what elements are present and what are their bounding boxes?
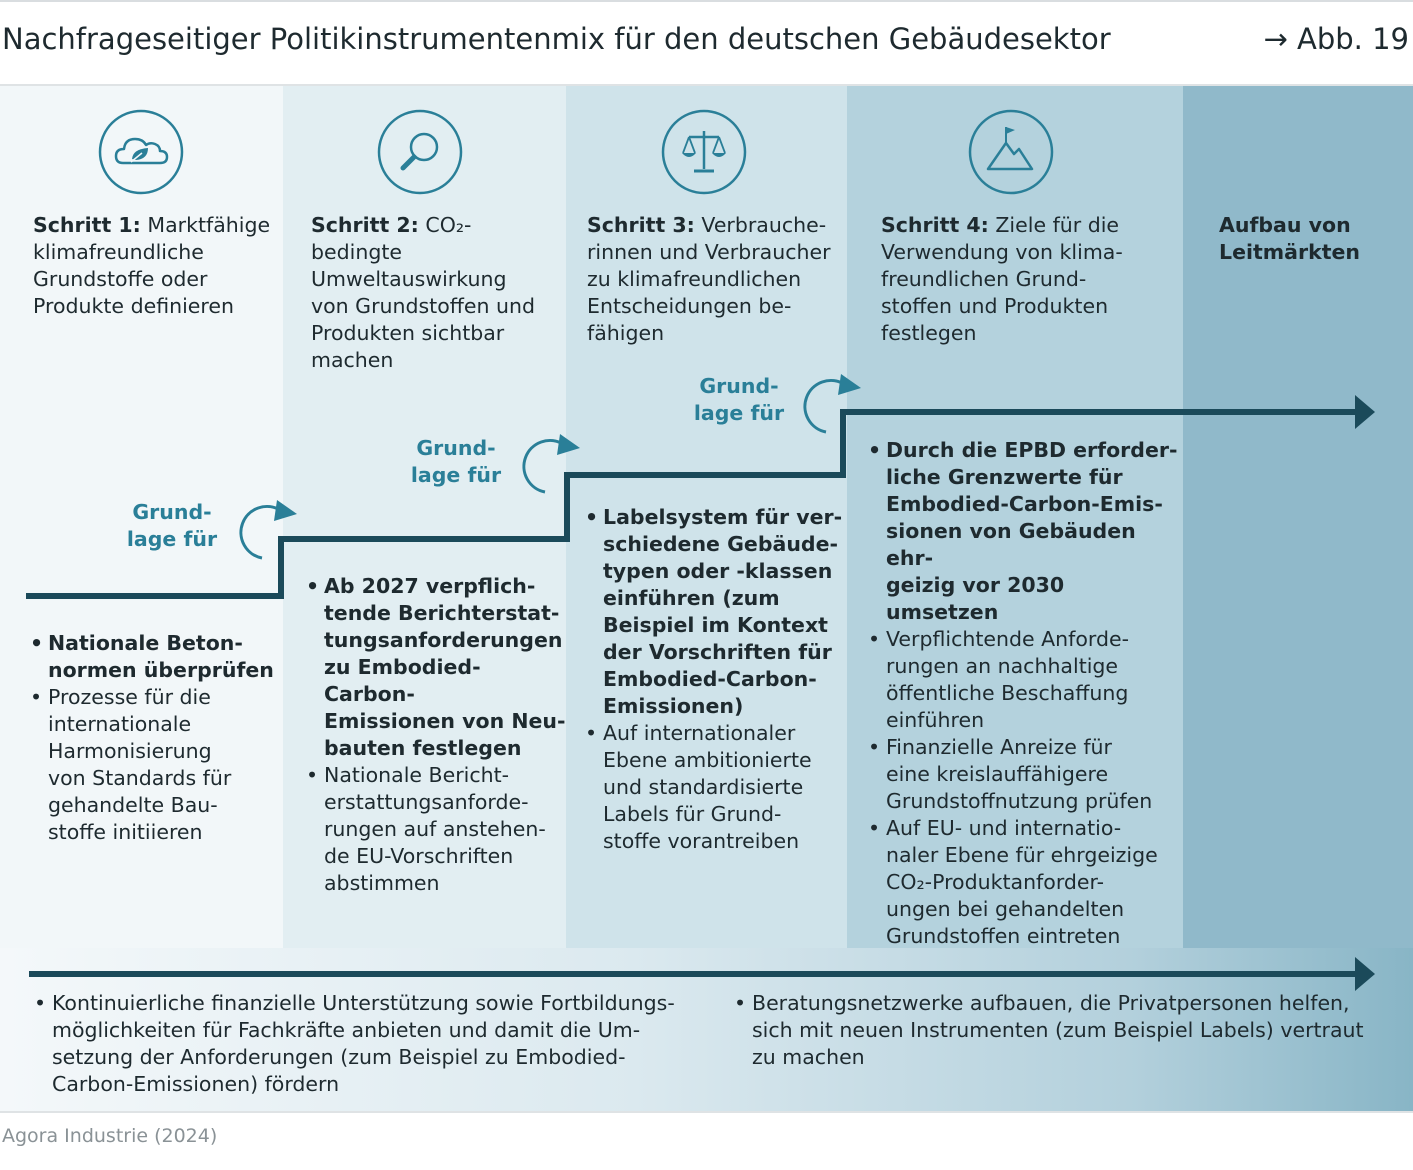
step-3-line-4: Entscheidungen be- [587, 294, 792, 318]
step-4-line-4: stoffen und Produkten [881, 294, 1109, 318]
list-item: • Finanzielle Anreize für eine kreislauffähigere Grundstoffnutzung prüfen [868, 734, 1180, 815]
list-item: • Ab 2027 verpflich- tende Berichterstat- tungsanforderungen zu Embodied-Carbon- Emissionen von Neu- bauten festlegen [306, 573, 568, 762]
list-item: • Nationale Bericht- erstattungsanforde- rungen auf anstehen- de EU-Vorschriften abstimmen [306, 762, 568, 897]
step-3-line-5: fähigen [587, 321, 665, 345]
step-4-line-3: freundlichen Grund- [881, 267, 1087, 291]
foundation-2-line-1: Grund- [416, 436, 496, 460]
step-1-line-4: Produkte definieren [33, 294, 234, 318]
step-2-line-4: Produkten sichtbar [311, 321, 505, 345]
step-2-line-3: von Grundstoffen und [311, 294, 535, 318]
step-4-line-2: Verwendung von klima- [881, 240, 1123, 264]
foundation-3-line-2: lage für [693, 401, 785, 425]
step-1-line-1: Marktfähige [147, 213, 271, 237]
goal-line-1: Aufbau von [1219, 213, 1351, 237]
step-3-line-2: rinnen und Verbraucher [587, 240, 831, 264]
step-4-label: Schritt 4: [881, 213, 989, 237]
cross-cutting-right [734, 990, 1404, 1071]
list-item: • Auf internationaler Ebene ambitionierte und standardisierte Labels für Grund- stoffe vorantreiben [585, 720, 843, 855]
source-note: Agora Industrie (2024) [2, 1125, 218, 1147]
foundation-1-line-1: Grund- [132, 500, 212, 524]
list-item: • Prozesse für die internationale Harmonisierung von Standards für gehandelte Bau- stoffe initiieren [30, 684, 280, 846]
bottom-rule [0, 1111, 1413, 1113]
step-2-label: Schritt 2: [311, 213, 419, 237]
list-item: • Auf EU- und internatio- naler Ebene für ehrgeizige CO₂-Produktanforder- ungen bei gehandelten Grundstoffen eintreten [868, 815, 1180, 950]
goal-line-2: Leitmärkten [1219, 240, 1361, 264]
figure-title: Nachfrageseitiger Politikinstrumentenmix für den deutschen Gebäudesektor [2, 22, 1111, 56]
step-2-line-1: CO₂-bedingte [311, 213, 472, 264]
list-item: • Labelsystem für ver- schiedene Gebäude- typen oder -klassen einführen (zum Beispiel im Kontext der Vorschriften für Embodied-Carbon- Emissionen) [585, 504, 843, 720]
step-1-label: Schritt 1: [33, 213, 141, 237]
step-2-line-5: machen [311, 348, 394, 372]
foundation-3-line-1: Grund- [699, 374, 779, 398]
list-item: • Verpflichtende Anforde- rungen an nachhaltige öffentliche Beschaffung einführen [868, 626, 1180, 734]
step-2-line-2: Umweltauswirkung [311, 267, 507, 291]
cross-cutting-left [34, 990, 714, 1098]
cross-cutting-arrow-head [1355, 957, 1375, 991]
list-item: • Kontinuierliche finanzielle Unterstützung sowie Fortbildungs- möglichkeiten für Fachkräfte anbieten und damit die Um- setzung der Anforderungen (zum Beispiel zu Embodied- Carbon-Emissionen) fördern [34, 990, 714, 1098]
step-3-line-1: Verbrauche- [701, 213, 827, 237]
step-4-line-1: Ziele für die [995, 213, 1120, 237]
foundation-1-line-2: lage für [126, 527, 218, 551]
list-item: • Beratungsnetzwerke aufbauen, die Privatpersonen helfen, sich mit neuen Instrumenten (zum Beispiel Labels) vertraut zu machen [734, 990, 1404, 1071]
step-3-label: Schritt 3: [587, 213, 695, 237]
list-item: • Nationale Beton- normen überprüfen [30, 630, 280, 684]
figure-reference[interactable]: → Abb. 19 [1263, 22, 1409, 56]
step-1-line-3: Grundstoffe oder [33, 267, 208, 291]
list-item: • Durch die EPBD erforder- liche Grenzwerte für Embodied-Carbon-Emis- sionen von Gebäuden ehr- geizig vor 2030 umsetzen [868, 437, 1180, 626]
step-1-line-2: klimafreundliche [33, 240, 204, 264]
step-4-line-5: festlegen [881, 321, 977, 345]
foundation-2-line-2: lage für [410, 463, 502, 487]
step-3-line-3: zu klimafreundlichen [587, 267, 802, 291]
